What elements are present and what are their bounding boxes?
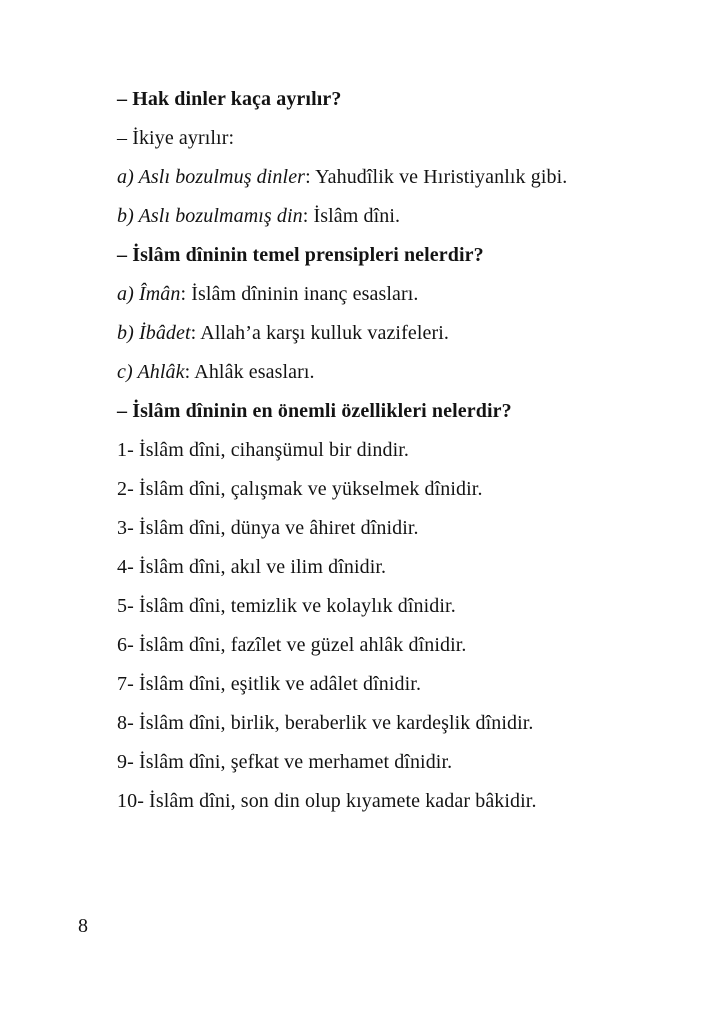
principle-ibadet: [80, 318, 629, 349]
list-item-bozulmus-dinler: [80, 162, 629, 193]
feature-10: 10- İslâm dîni, son din olup kıyamete kadar bâkidir.: [117, 790, 537, 812]
feature-6: 6- İslâm dîni, fazîlet ve güzel ahlâk dînidir.: [117, 634, 467, 656]
feature-2: 2- İslâm dîni, çalışmak ve yükselmek dînidir.: [117, 478, 483, 500]
item-rest: : Ahlâk esasları.: [184, 361, 315, 383]
item-rest: : Allah’a karşı kulluk vazifeleri.: [190, 322, 449, 344]
feature-4: 4- İslâm dîni, akıl ve ilim dînidir.: [117, 556, 387, 578]
feature-8: 8- İslâm dîni, birlik, beraberlik ve kardeşlik dînidir.: [117, 712, 534, 734]
feature-1: 1- İslâm dîni, cihanşümul bir dindir.: [117, 439, 410, 461]
feature-3: 3- İslâm dîni, dünya ve âhiret dînidir.: [117, 517, 419, 539]
heading-question-temel-prensipler: – İslâm dîninin temel prensipleri nelerdir?: [117, 244, 484, 266]
answer-ikiye-ayrilir: – İkiye ayrılır:: [117, 127, 235, 149]
page-number: 8: [78, 915, 88, 937]
item-lead-italic: b) Aslı bozulmamış din: [117, 205, 303, 227]
feature-5: 5- İslâm dîni, temizlik ve kolaylık dînidir.: [117, 595, 456, 617]
item-lead-italic: c) Ahlâk: [117, 361, 185, 383]
principle-iman: [80, 279, 629, 310]
item-rest: : İslâm dîninin inanç esasları.: [180, 283, 419, 305]
principle-ahlak: [80, 357, 629, 388]
item-lead-italic: b) İbâdet: [117, 322, 191, 344]
heading-question-hak-dinler: – Hak dinler kaça ayrılır?: [117, 88, 342, 110]
item-lead-italic: a) Îmân: [117, 283, 181, 305]
feature-9: 9- İslâm dîni, şefkat ve merhamet dînidir.: [117, 751, 453, 773]
list-item-bozulmamis-din: [80, 201, 629, 232]
heading-question-onemli-ozellikler: – İslâm dîninin en önemli özellikleri nelerdir?: [117, 400, 512, 422]
item-rest: : İslâm dîni.: [302, 205, 401, 227]
feature-7: 7- İslâm dîni, eşitlik ve adâlet dînidir.: [117, 673, 422, 695]
item-lead-italic: a) Aslı bozulmuş dinler: [117, 166, 306, 188]
item-rest: : Yahudîlik ve Hıristiyanlık gibi.: [305, 166, 568, 188]
